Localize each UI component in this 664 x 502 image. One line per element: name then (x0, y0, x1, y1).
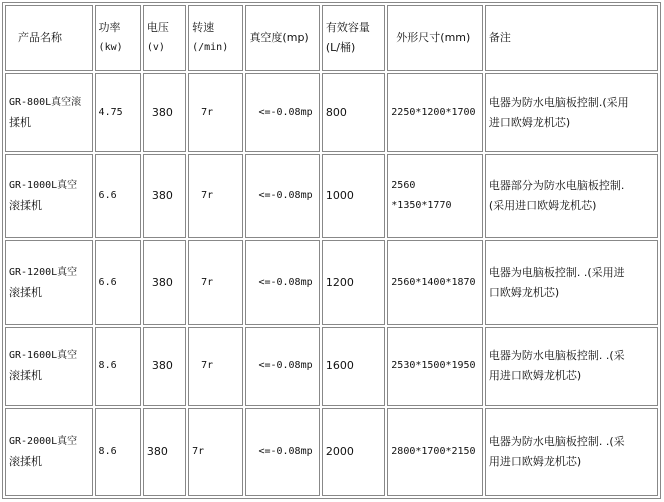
cell-product-name (5, 240, 93, 325)
header-label: 有效容量 (325, 21, 370, 35)
cell-vacuum: <=-0.08mp (245, 408, 319, 496)
cell-power: 6.6 (95, 154, 141, 239)
header-vacuum (245, 5, 319, 71)
cell-voltage: 380 (143, 73, 186, 151)
table-row (5, 240, 658, 325)
cell-dimensions: 2800*1700*2150 (387, 408, 483, 496)
cell-text: 滚揉机 (9, 198, 42, 212)
header-label: 转速 (192, 21, 215, 35)
header-label: 产品名称 (18, 31, 62, 45)
cell-text: 揉机 (9, 115, 31, 129)
cell-text: 口欧姆龙机芯) (488, 285, 560, 299)
cell-text: 电器为防水电脑板控制. .(采 (488, 349, 625, 363)
header-power (95, 5, 141, 71)
cell-remarks (485, 327, 658, 406)
header-label: 真空度(mp) (249, 31, 309, 45)
cell-text: 进口欧姆龙机芯) (488, 115, 571, 129)
header-unit: (kw) (98, 42, 123, 54)
header-product-name (5, 5, 93, 71)
cell-text: 电器部分为防水电脑板控制. (488, 178, 625, 192)
table-row (5, 73, 658, 151)
header-dimensions (387, 5, 483, 71)
cell-text: GR-2000L真空 (9, 436, 78, 448)
cell-text: 电器为防水电脑板控制. .(采 (488, 435, 625, 449)
cell-vacuum: <=-0.08mp (245, 240, 319, 325)
cell-text: (采用进口欧姆龙机芯) (488, 198, 597, 212)
header-label: 电压 (146, 21, 169, 35)
cell-capacity: 1600 (322, 327, 385, 406)
cell-product-name (5, 408, 93, 496)
cell-remarks (485, 154, 658, 239)
cell-text: 滚揉机 (9, 369, 42, 383)
cell-vacuum: <=-0.08mp (245, 73, 319, 151)
cell-text: GR-800L真空滚 (9, 96, 82, 108)
cell-remarks (485, 408, 658, 496)
cell-capacity: 1000 (322, 154, 385, 239)
cell-speed: 7r (188, 327, 243, 406)
cell-text: 电器为电脑板控制. .(采用进 (488, 265, 625, 279)
cell-text: 滚揉机 (9, 285, 42, 299)
cell-vacuum: <=-0.08mp (245, 327, 319, 406)
header-unit: (/min) (192, 42, 229, 54)
header-remarks (485, 5, 658, 71)
cell-text: 滚揉机 (9, 455, 42, 469)
cell-dimensions: 2560 *1350*1770 (387, 154, 483, 239)
cell-remarks (485, 73, 658, 151)
cell-dimensions: 2530*1500*1950 (387, 327, 483, 406)
cell-product-name (5, 154, 93, 239)
cell-speed: 7r (188, 240, 243, 325)
header-label: 外形尺寸(mm) (396, 31, 471, 45)
cell-power: 8.6 (95, 408, 141, 496)
cell-product-name (5, 327, 93, 406)
cell-capacity: 2000 (322, 408, 385, 496)
cell-dimensions: 2250*1200*1700 (387, 73, 483, 151)
header-voltage (143, 5, 186, 71)
cell-vacuum: <=-0.08mp (245, 154, 319, 239)
cell-speed: 7r (188, 408, 243, 496)
cell-power: 4.75 (95, 73, 141, 151)
cell-text: GR-1000L真空 (9, 179, 78, 191)
cell-speed: 7r (188, 154, 243, 239)
cell-capacity: 1200 (322, 240, 385, 325)
cell-remarks (485, 240, 658, 325)
spec-table (2, 2, 661, 499)
cell-voltage: 380 (143, 154, 186, 239)
header-label: 备注 (488, 31, 511, 45)
cell-text: 用进口欧姆龙机芯) (488, 455, 582, 469)
table-row (5, 408, 658, 496)
header-label: 功率 (98, 21, 121, 35)
cell-capacity: 800 (322, 73, 385, 151)
cell-power: 8.6 (95, 327, 141, 406)
cell-text: 用进口欧姆龙机芯) (488, 369, 582, 383)
table-row (5, 327, 658, 406)
cell-voltage: 380 (143, 408, 186, 496)
cell-power: 6.6 (95, 240, 141, 325)
header-capacity (322, 5, 385, 71)
cell-dimensions: 2560*1400*1870 (387, 240, 483, 325)
cell-text: 电器为防水电脑板控制.(采用 (488, 95, 629, 109)
cell-text: GR-1200L真空 (9, 266, 78, 278)
header-unit: (L/桶) (325, 41, 356, 55)
cell-voltage: 380 (143, 327, 186, 406)
cell-text: GR-1600L真空 (9, 350, 78, 362)
table-row (5, 154, 658, 239)
cell-speed: 7r (188, 73, 243, 151)
header-row (5, 5, 658, 71)
header-unit: (v) (146, 42, 165, 54)
cell-product-name (5, 73, 93, 151)
cell-voltage: 380 (143, 240, 186, 325)
header-speed (188, 5, 243, 71)
